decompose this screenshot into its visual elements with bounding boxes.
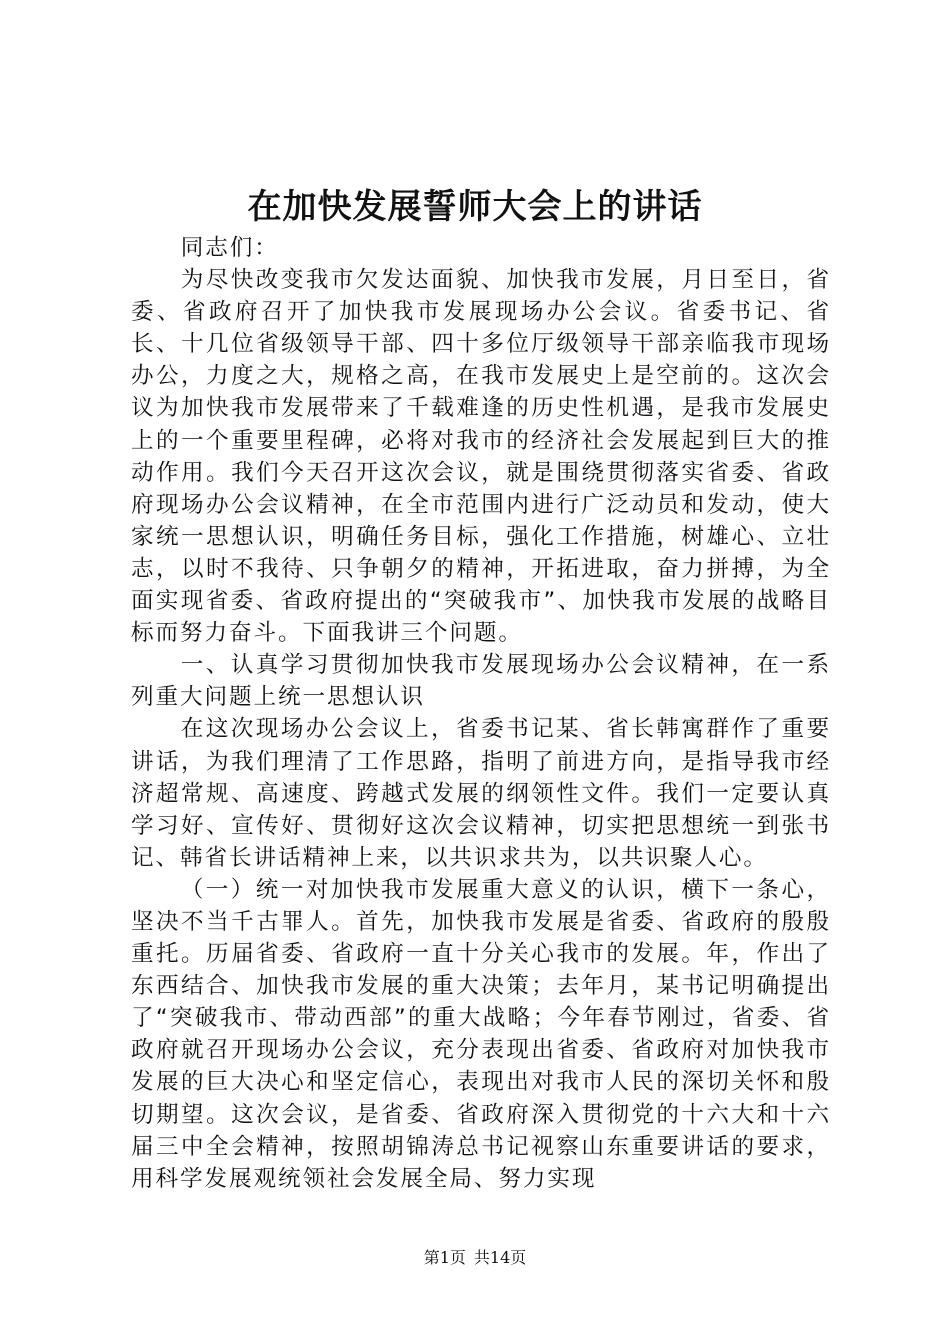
page-footer xyxy=(0,1247,950,1269)
page-total: 共14页 xyxy=(473,1248,527,1267)
document-title: 在加快发展誓师大会上的讲话 xyxy=(247,187,703,227)
salutation-paragraph: 同志们： xyxy=(180,235,279,261)
page-number: 第1页 xyxy=(423,1248,466,1267)
section-heading: 一、认真学习贯彻加快我市发展现场办公会议精神，在一系列重大问题上统一思想认识 xyxy=(131,652,831,711)
body-paragraph: （一）统一对加快我市发展重大意义的认识，横下一条心，坚决不当千古罪人。首先，加快我市发展是省委、省政府的殷殷重托。历届省委、省政府一直十分关心我市的发展。年，作出了东西结合、加快我市发展的重大决策；去年月，某书记明确提出了“突破我市、带动西部”的重大战略；今年春节刚过，省委、省政府就召开现场办公会议，充分表现出省委、省政府对加快我市发展的巨大决心和坚定信心，表现出对我市人民的深切关怀和殷切期望。这次会议，是省委、省政府深入贯彻党的十六大和十六届三中全会精神，按照胡锦涛总书记视察山东重要讲话的要求，用科学发展观统领社会发展全局、努力实现 xyxy=(131,876,831,1192)
intro-paragraph: 为尽快改变我市欠发达面貌、加快我市发展，月日至日，省委、省政府召开了加快我市发展现场办公会议。省委书记、省长、十几位省级领导干部、四十多位厅级领导干部亲临我市现场办公，力度之大，规格之高，在我市发展史上是空前的。这次会议为加快我市发展带来了千载难逢的历史性机遇，是我市发展史上的一个重要里程碑，必将对我市的经济社会发展起到巨大的推动作用。我们今天召开这次会议，就是围绕贯彻落实省委、省政府现场办公会议精神，在全市范围内进行广泛动员和发动，使大家统一思想认识，明确任务目标，强化工作措施，树雄心、立壮志，以时不我待、只争朝夕的精神，开拓进取，奋力拼搏，为全面实现省委、省政府提出的“突破我市”、加快我市发展的战略目标而努力奋斗。下面我讲三个问题。 xyxy=(131,267,831,647)
document-body xyxy=(131,232,831,1195)
body-paragraph: 在这次现场办公会议上，省委书记某、省长韩寓群作了重要讲话，为我们理清了工作思路，指明了前进方向，是指导我市经济超常规、高速度、跨越式发展的纲领性文件。我们一定要认真学习好、宣传好、贯彻好这次会议精神，切实把思想统一到张书记、韩省长讲话精神上来，以共识求共为，以共识聚人心。 xyxy=(131,716,831,871)
